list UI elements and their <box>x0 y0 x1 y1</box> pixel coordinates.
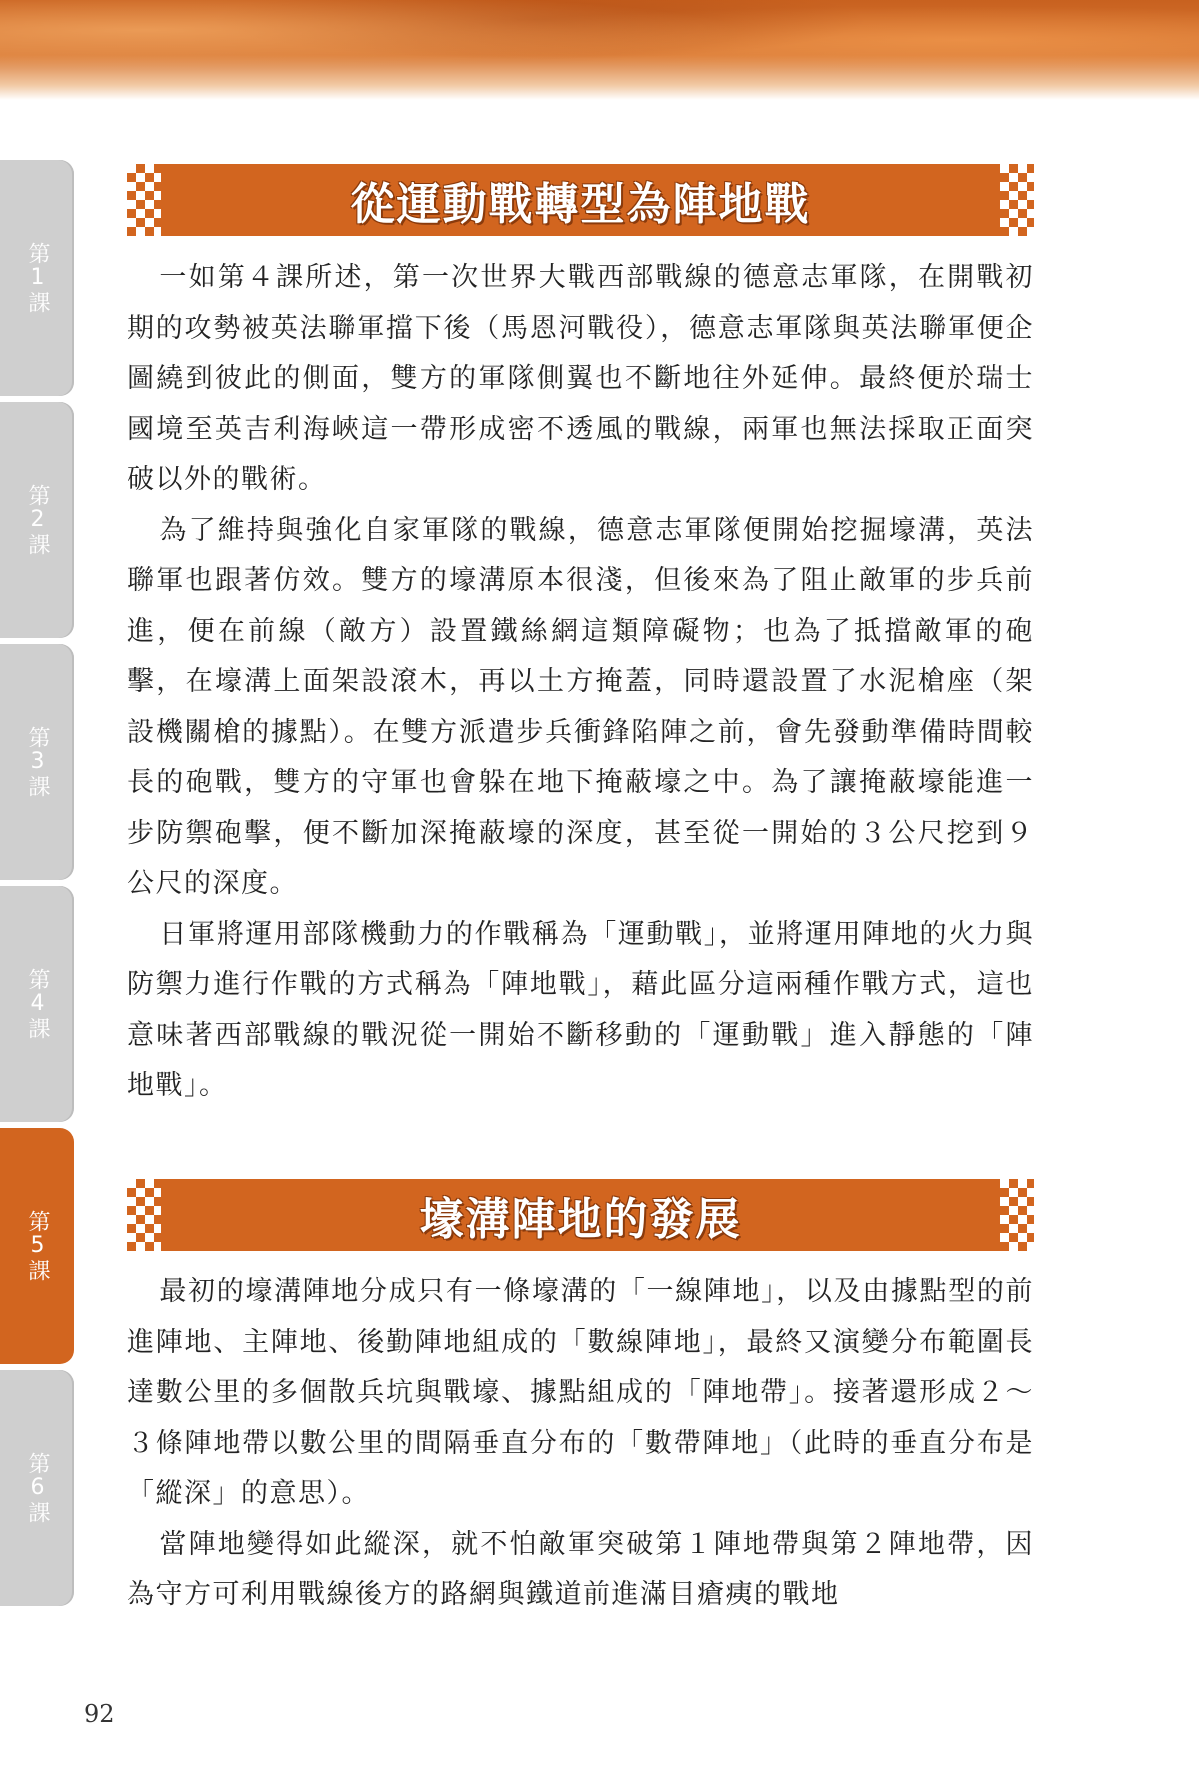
chapter-tab-label: 第3課 <box>25 726 50 798</box>
section-body-1 <box>127 253 1034 1112</box>
chapter-tab-3[interactable] <box>0 644 74 880</box>
section-title: 壕溝陣地的發展 <box>419 1194 742 1245</box>
paragraph: 最初的壕溝陣地分成只有一條壕溝的「一線陣地」，以及由據點型的前進陣地、主陣地、後勤陣地組成的「數線陣地」，最終又演變分布範圍長達數公里的多個散兵坑與戰壕、據點組成的「陣地帶」。接著還形成２～３條陣地帶以數公里的間隔垂直分布的「數帶陣地」（此時的垂直分布是「縱深」的意思）。 <box>127 1276 1034 1509</box>
section-title: 從運動戰轉型為陣地戰 <box>350 179 811 230</box>
paragraph: 為了維持與強化自家軍隊的戰線，德意志軍隊便開始挖掘壕溝，英法聯軍也跟著仿效。雙方的壕溝原本很淺，但後來為了阻止敵軍的步兵前進，便在前線（敵方）設置鐵絲網這類障礙物；也為了抵擋敵軍的砲擊，在壕溝上面架設滾木，再以土方掩蓋，同時還設置了水泥槍座（架設機關槍的據點）。在雙方派遣步兵衝鋒陷陣之前，會先發動準備時間較長的砲戰，雙方的守軍也會躲在地下掩蔽壕之中。為了讓掩蔽壕能進一步防禦砲擊，便不斷加深掩蔽壕的深度，甚至從一開始的３公尺挖到９公尺的深度。 <box>127 514 1034 899</box>
section-header-1 <box>127 164 1034 236</box>
chapter-tab-label: 第5課 <box>25 1210 50 1282</box>
paragraph: 當陣地變得如此縱深，就不怕敵軍突破第１陣地帶與第２陣地帶，因為守方可利用戰線後方的路網與鐵道前進滿目瘡痍的戰地 <box>127 1528 1034 1610</box>
chapter-tab-4[interactable] <box>0 886 74 1122</box>
chapter-tab-label: 第4課 <box>25 968 50 1040</box>
chapter-tab-label: 第1課 <box>25 242 50 314</box>
chapter-tab-2[interactable] <box>0 402 74 638</box>
checker-decoration <box>1000 1179 1034 1251</box>
top-decorative-band <box>0 0 1199 100</box>
section-body-2 <box>127 1267 1034 1621</box>
checker-decoration <box>127 164 161 236</box>
paragraph: 一如第４課所述，第一次世界大戰西部戰線的德意志軍隊，在開戰初期的攻勢被英法聯軍擋下後（馬恩河戰役），德意志軍隊與英法聯軍便企圖繞到彼此的側面，雙方的軍隊側翼也不斷地往外延伸。最終便於瑞士國境至英吉利海峽這一帶形成密不透風的戰線，兩軍也無法採取正面突破以外的戰術。 <box>127 262 1034 495</box>
page-number: 92 <box>84 1700 115 1728</box>
chapter-tab-label: 第6課 <box>25 1452 50 1524</box>
section-header-2 <box>127 1179 1034 1251</box>
chapter-tab-label: 第2課 <box>25 484 50 556</box>
chapter-tab-6[interactable] <box>0 1370 74 1606</box>
chapter-tab-1[interactable] <box>0 160 74 396</box>
chapter-tab-5[interactable] <box>0 1128 74 1364</box>
checker-decoration <box>1000 164 1034 236</box>
paragraph: 日軍將運用部隊機動力的作戰稱為「運動戰」，並將運用陣地的火力與防禦力進行作戰的方式稱為「陣地戰」，藉此區分這兩種作戰方式，這也意味著西部戰線的戰況從一開始不斷移動的「運動戰」進入靜態的「陣地戰」。 <box>127 918 1034 1101</box>
checker-decoration <box>127 1179 161 1251</box>
